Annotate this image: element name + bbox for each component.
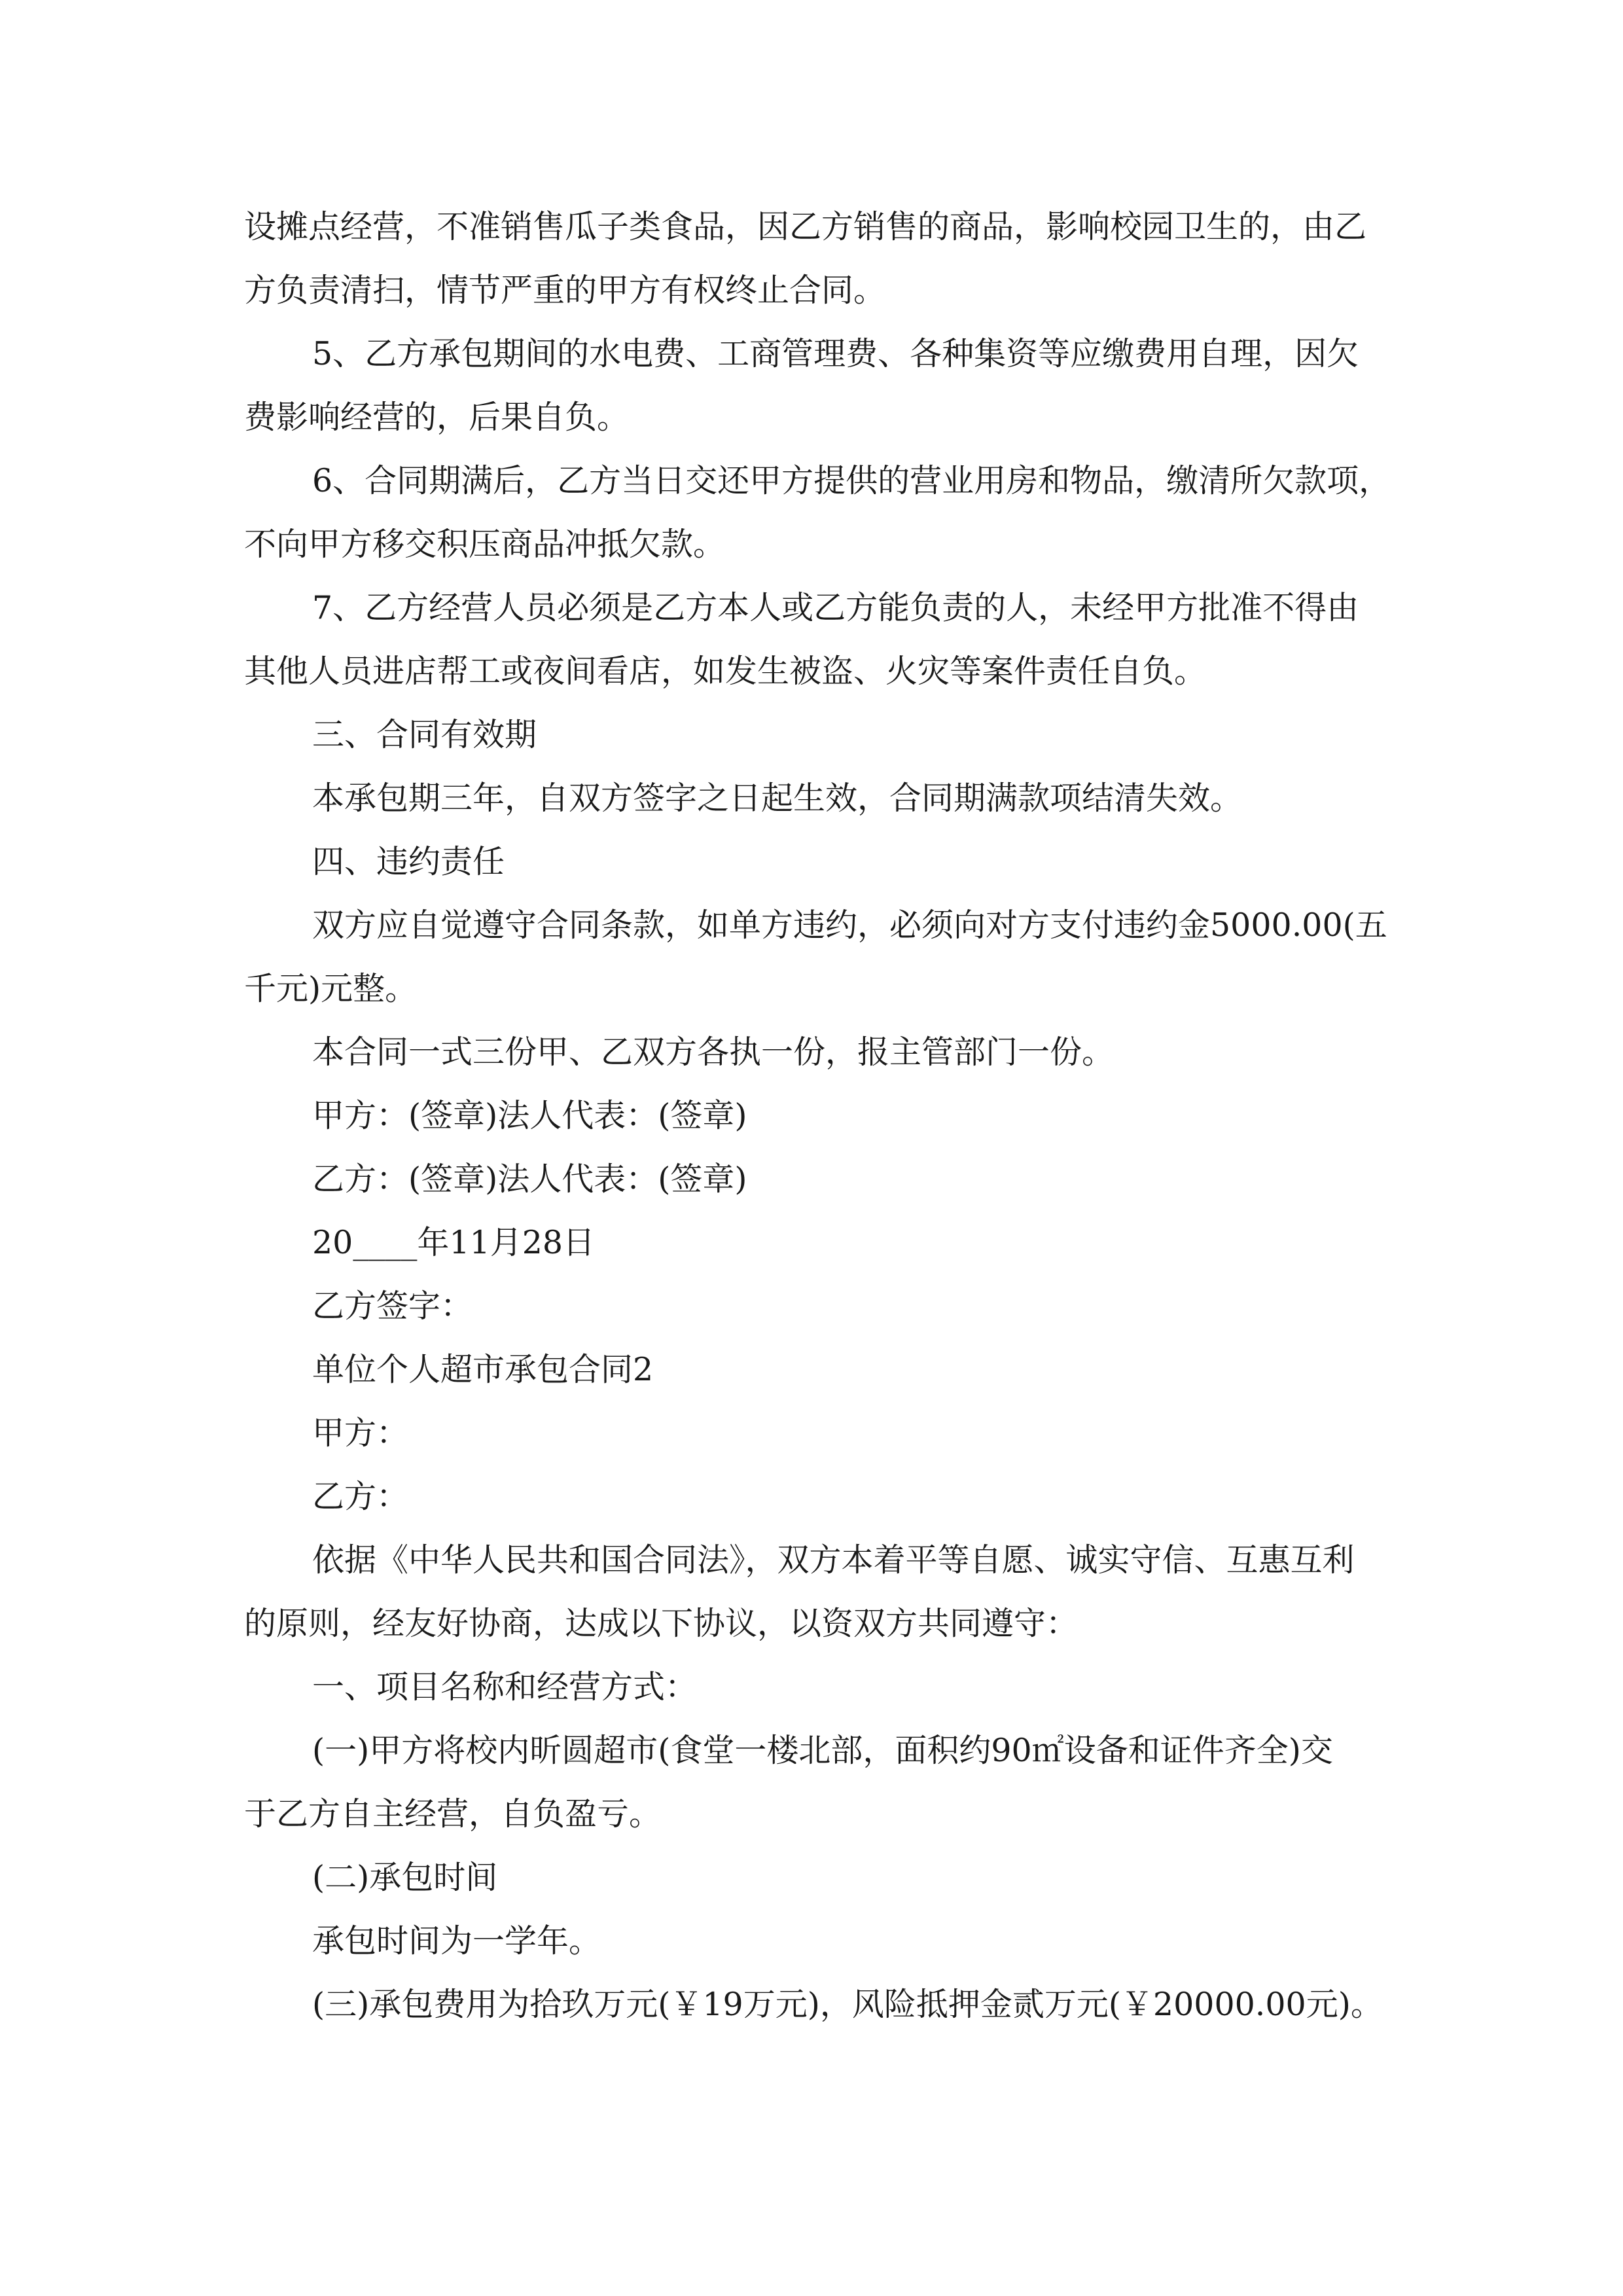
text-line: (一)甲方将校内昕圆超市(食堂一楼北部，面积约90㎡设备和证件齐全)交	[312, 1732, 1333, 1769]
text-line: 双方应自觉遵守合同条款，如单方违约，必须向对方支付违约金5000.00(五	[312, 906, 1387, 944]
text-line: 乙方：	[312, 1478, 409, 1515]
text-line: 本承包期三年，自双方签字之日起生效，合同期满款项结清失效。	[312, 780, 1243, 817]
text-line: 一、项目名称和经营方式：	[312, 1668, 698, 1706]
text-line: 费影响经营的，后果自负。	[244, 399, 630, 436]
text-line: 20____年11月28日	[312, 1224, 596, 1261]
document-body	[244, 195, 1393, 2036]
text-line: 不向甲方移交积压商品冲抵欠款。	[244, 526, 726, 563]
text-line: 甲方：(签章)法人代表：(签章)	[312, 1097, 747, 1134]
text-line: 7、乙方经营人员必须是乙方本人或乙方能负责的人，未经甲方批准不得由	[312, 589, 1359, 626]
text-line: 本合同一式三份甲、乙双方各执一份，报主管部门一份。	[312, 1033, 1115, 1071]
text-line: 方负责清扫，情节严重的甲方有权终止合同。	[244, 272, 886, 309]
text-line: 其他人员进店帮工或夜间看店，如发生被盗、火灾等案件责任自负。	[244, 653, 1207, 690]
text-line: 乙方：(签章)法人代表：(签章)	[312, 1160, 747, 1198]
text-line: 甲方：	[312, 1414, 409, 1452]
text-line: (二)承包时间	[312, 1859, 498, 1896]
text-line: 单位个人超市承包合同2	[312, 1351, 654, 1388]
text-line: (三)承包费用为拾玖万元(￥19万元)，风险抵押金贰万元(￥20000.00元)。	[312, 1986, 1383, 2023]
text-line: 设摊点经营，不准销售瓜子类食品，因乙方销售的商品，影响校园卫生的，由乙	[244, 208, 1367, 245]
text-line: 乙方签字：	[312, 1287, 473, 1325]
text-line: 的原则，经友好协商，达成以下协议，以资双方共同遵守：	[244, 1605, 1079, 1642]
text-line: 四、违约责任	[312, 843, 505, 880]
text-line: 5、乙方承包期间的水电费、工商管理费、各种集资等应缴费用自理，因欠	[312, 335, 1359, 372]
text-line: 承包时间为一学年。	[312, 1922, 601, 1960]
text-line: 依据《中华人民共和国合同法》，双方本着平等自愿、诚实守信、互惠互利	[312, 1541, 1355, 1579]
text-line: 三、合同有效期	[312, 716, 537, 753]
text-line: 6、合同期满后，乙方当日交还甲方提供的营业用房和物品，缴清所欠款项，	[312, 462, 1391, 499]
text-line: 千元)元整。	[244, 970, 418, 1007]
text-line: 于乙方自主经营，自负盈亏。	[244, 1795, 662, 1833]
